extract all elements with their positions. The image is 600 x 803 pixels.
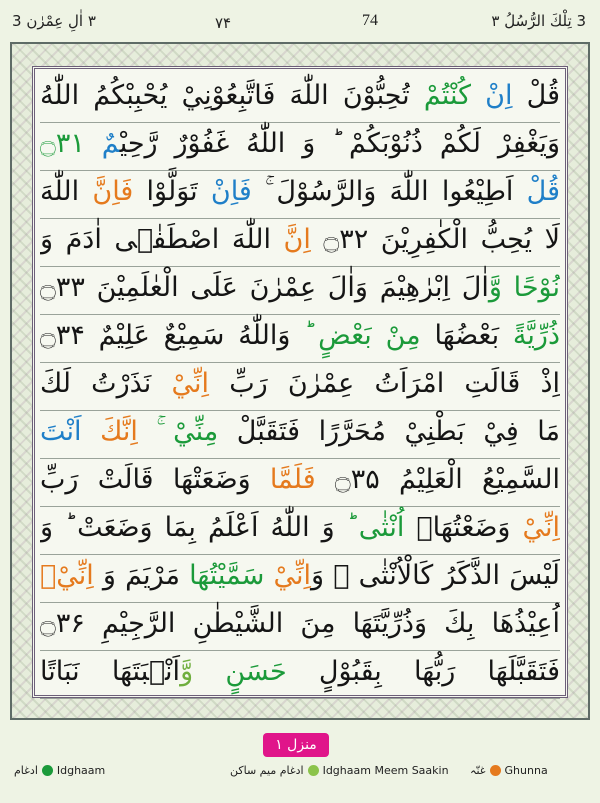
text-segment: ؕ وَاللّٰهُ سَمِيْعٌ عَلِيْمٌ ۝۳۴ xyxy=(40,320,305,351)
text-line-4 xyxy=(40,214,560,267)
text-segment: وَضَعْتُهَاۤ xyxy=(404,512,511,543)
text-line-10 xyxy=(40,502,560,555)
juz-reference: 3 تِلْكَ الرُّسُلُ ٣ xyxy=(491,12,586,30)
text-segment: مَا فِيْ بَطْنِيْ مُحَرَّرًا فَتَقَبَّلْ xyxy=(218,416,560,447)
text-line-6 xyxy=(40,310,560,363)
legend-ghunna xyxy=(470,764,548,777)
text-line-12 xyxy=(40,598,560,651)
text-segment: مَرْيَمَ وَ xyxy=(93,560,180,591)
text-segment: ۚ xyxy=(137,416,157,447)
text-segment: اَطِيْعُوا اللّٰهَ وَالرَّسُوْلَ ۚ xyxy=(251,176,514,207)
text-segment: اُنْثٰى xyxy=(346,512,405,543)
legend-ghunna-en: Ghunna xyxy=(504,764,548,777)
text-segment: نَذَرْتُ لَكَ xyxy=(40,368,152,399)
page-number: 74 xyxy=(362,12,378,29)
text-segment: اِنْ xyxy=(470,80,513,111)
text-line-7 xyxy=(40,358,560,411)
text-segment: مِنِّيْ xyxy=(156,416,219,447)
text-segment: تُحِبُّوْنَ اللّٰهَ فَاتَّبِعُوْنِيْ يُحْبِبْ xyxy=(126,80,410,111)
text-segment: ذُرِّيَّةً xyxy=(499,320,560,351)
text-line-8 xyxy=(40,406,560,459)
tajweed-legend xyxy=(0,760,600,780)
text-segment: بَعْضٍ xyxy=(304,320,372,351)
text-segment: وَضَعَتْهَا قَالَتْ رَبِّ xyxy=(40,464,251,495)
text-segment: وَّ xyxy=(180,656,194,687)
text-segment: وَيَغْفِرْ لَكُمْ ذُنُوْبَكُمْ ؕ وَ اللّٰهُ غَفُوْرٌ رَّحِيْ xyxy=(119,128,560,159)
legend-ghunna-ar: غنّہ xyxy=(470,764,486,777)
text-segment: تَوَلَّوْا xyxy=(133,176,198,207)
text-segment: اَنْتَ xyxy=(40,416,82,447)
text-segment: اَنْۢبَتَهَا نَبَاتًا xyxy=(40,656,181,687)
text-segment: كُمُ اللّٰهُ xyxy=(40,80,127,111)
text-segment: اٰلَ اِبْرٰهِيْمَ وَاٰلَ عِمْرٰنَ عَلَى الْعٰلَمِيْنَ ۝۳۳ xyxy=(40,272,489,303)
quran-text xyxy=(40,70,560,694)
text-segment: فَلَمَّا xyxy=(250,464,316,495)
text-segment: مٌ xyxy=(84,128,120,159)
text-segment: نُوْحًا وَّ xyxy=(488,272,560,303)
text-segment: ۝۳۱ xyxy=(40,128,85,159)
manzil-badge: منزل ۱ xyxy=(263,733,329,757)
text-segment: لَا يُحِبُّ الْكٰفِرِيْنَ ۝۳۲ xyxy=(310,224,560,255)
text-line-3 xyxy=(40,166,560,219)
text-segment: اللّٰهَ xyxy=(40,176,80,207)
text-segment: اِذْ قَالَتِ امْرَاَتُ عِمْرٰنَ رَبِّ xyxy=(209,368,560,399)
text-segment: اِنَّكَ xyxy=(81,416,138,447)
text-segment: اِنِّيْ xyxy=(151,368,210,399)
text-segment: اِنِّيْۤ xyxy=(40,560,94,591)
text-segment: اِنِّيْ xyxy=(264,560,312,591)
text-segment: حَسَنٍ xyxy=(193,656,287,687)
meem-dot-icon xyxy=(308,765,319,776)
text-segment: اُعِيْذُهَا بِكَ وَذُرِّيَّتَهَا مِنَ الشَّيْطٰنِ الرَّجِيْمِ ۝۳۶ xyxy=(40,608,560,639)
legend-idgham xyxy=(14,764,105,777)
page-number-urdu: ۷۴ xyxy=(215,14,232,32)
legend-meem xyxy=(230,764,449,777)
legend-idgham-ar: ادغام xyxy=(14,764,38,777)
text-line-1 xyxy=(40,70,560,123)
text-segment: فَاِنَّ xyxy=(79,176,134,207)
text-line-11 xyxy=(40,550,560,603)
text-segment: لَيْسَ الذَّكَرُ كَالْاُنْثٰى ۚ وَ xyxy=(311,560,560,591)
legend-meem-ar: ادغام میم ساکن xyxy=(230,764,304,777)
text-segment: مِنْ xyxy=(371,320,421,351)
text-segment: فَاِنْ xyxy=(197,176,252,207)
legend-idgham-en: Idghaam xyxy=(56,764,106,777)
text-line-5 xyxy=(40,262,560,315)
text-line-2 xyxy=(40,118,560,171)
text-segment: كُنْتُمْ xyxy=(409,80,471,111)
text-segment: بَعْضُهَا xyxy=(420,320,500,351)
page-header xyxy=(0,0,600,40)
surah-reference: ٣ اٰلِ عِمْرٰن 3 xyxy=(12,12,96,30)
text-segment: اِنَّ xyxy=(270,224,311,255)
text-segment: السَّمِيْعُ الْعَلِيْمُ ۝۳۵ xyxy=(315,464,560,495)
text-segment: اللّٰهَ اصْطَفٰۤى اٰدَمَ وَ xyxy=(40,224,271,255)
text-line-13 xyxy=(40,646,560,699)
ghunna-dot-icon xyxy=(490,765,501,776)
text-segment: فَتَقَبَّلَهَا رَبُّهَا بِقَبُوْلٍ xyxy=(286,656,560,687)
text-segment: قُلْ xyxy=(513,176,560,207)
text-line-9 xyxy=(40,454,560,507)
text-segment: اِنِّيْ xyxy=(510,512,560,543)
text-segment: ؕ وَ اللّٰهُ اَعْلَمُ بِمَا وَضَعَتْ ؕ وَ xyxy=(40,512,347,543)
text-segment: سَمَّيْتُهَا xyxy=(179,560,265,591)
text-segment: قُلْ xyxy=(512,80,560,111)
idgham-dot-icon xyxy=(42,765,53,776)
legend-meem-en: Idghaam Meem Saakin xyxy=(322,764,449,777)
